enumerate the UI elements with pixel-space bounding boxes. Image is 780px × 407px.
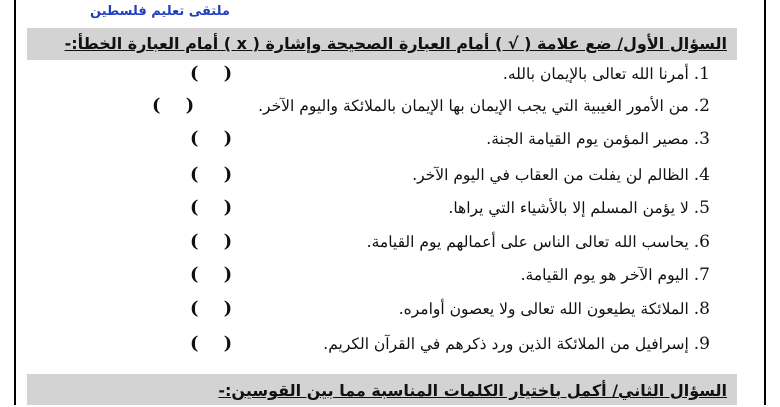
question-statement-2: من الأمور الغيبية التي يجب الإيمان بها الإيمان بالملائكة واليوم الآخر.	[258, 97, 689, 115]
answer-box-9[interactable]: ( )	[190, 333, 233, 354]
question-number-8: 8.	[693, 299, 710, 319]
question-statement-5: لا يؤمن المسلم إلا بالأشياء التي يراها.	[448, 199, 689, 217]
section-1-title: السؤال الأول/ ضع علامة ( √ ) أمام العبارة الصحيحة وإشارة ( x ) أمام العبارة الخطأ:-	[64, 34, 727, 53]
question-item-1	[0, 60, 780, 88]
question-text-2	[258, 92, 710, 120]
watermark-logo-text: ملتقى تعليم فلسطين	[90, 4, 230, 19]
answer-box-3[interactable]: ( )	[190, 128, 233, 149]
answer-box-4[interactable]: ( )	[190, 164, 233, 185]
question-number-6: 6.	[693, 232, 710, 252]
question-text-3	[486, 125, 710, 153]
section-2-header	[27, 374, 737, 405]
question-number-2: 2.	[693, 96, 710, 116]
question-number-4: 4.	[693, 165, 710, 185]
question-item-5	[0, 194, 780, 222]
question-item-9	[0, 330, 780, 358]
question-text-1	[503, 60, 710, 88]
question-text-7	[521, 261, 710, 289]
question-statement-9: إسرافيل من الملائكة الذين ورد ذكرهم في القرآن الكريم.	[323, 335, 689, 353]
question-statement-4: الظالم لن يفلت من العقاب في اليوم الآخر.	[412, 166, 689, 184]
question-statement-7: اليوم الآخر هو يوم القيامة.	[520, 266, 689, 284]
question-statement-3: مصير المؤمن يوم القيامة الجنة.	[486, 130, 689, 148]
section-2-title: السؤال الثاني/ أكمل باختيار الكلمات المناسبة مما بين القوسين:-	[218, 381, 727, 400]
answer-box-7[interactable]: ( )	[190, 264, 233, 285]
question-statement-1: أمرنا الله تعالى بالإيمان بالله.	[502, 65, 689, 83]
question-text-4	[412, 161, 710, 189]
question-item-3	[0, 125, 780, 153]
question-statement-8: الملائكة يطيعون الله تعالى ولا يعصون أوامره.	[398, 300, 689, 318]
question-item-7	[0, 261, 780, 289]
question-item-2	[0, 92, 780, 120]
question-number-7: 7.	[693, 265, 710, 285]
question-item-4	[0, 161, 780, 189]
answer-box-2[interactable]: ( )	[152, 95, 195, 116]
answer-box-8[interactable]: ( )	[190, 298, 233, 319]
question-number-9: 9.	[693, 334, 710, 354]
question-text-6	[367, 228, 710, 256]
question-number-1: 1.	[693, 64, 710, 84]
answer-box-5[interactable]: ( )	[190, 197, 233, 218]
question-item-6	[0, 228, 780, 256]
answer-box-1[interactable]: ( )	[190, 63, 233, 84]
question-number-5: 5.	[693, 198, 710, 218]
question-item-8	[0, 295, 780, 323]
question-text-8	[399, 295, 710, 323]
answer-box-6[interactable]: ( )	[190, 231, 233, 252]
section-1-header	[27, 28, 737, 60]
question-statement-6: يحاسب الله تعالى الناس على أعمالهم يوم القيامة.	[366, 233, 689, 251]
question-text-9	[323, 330, 710, 358]
question-text-5	[448, 194, 710, 222]
question-number-3: 3.	[693, 129, 710, 149]
